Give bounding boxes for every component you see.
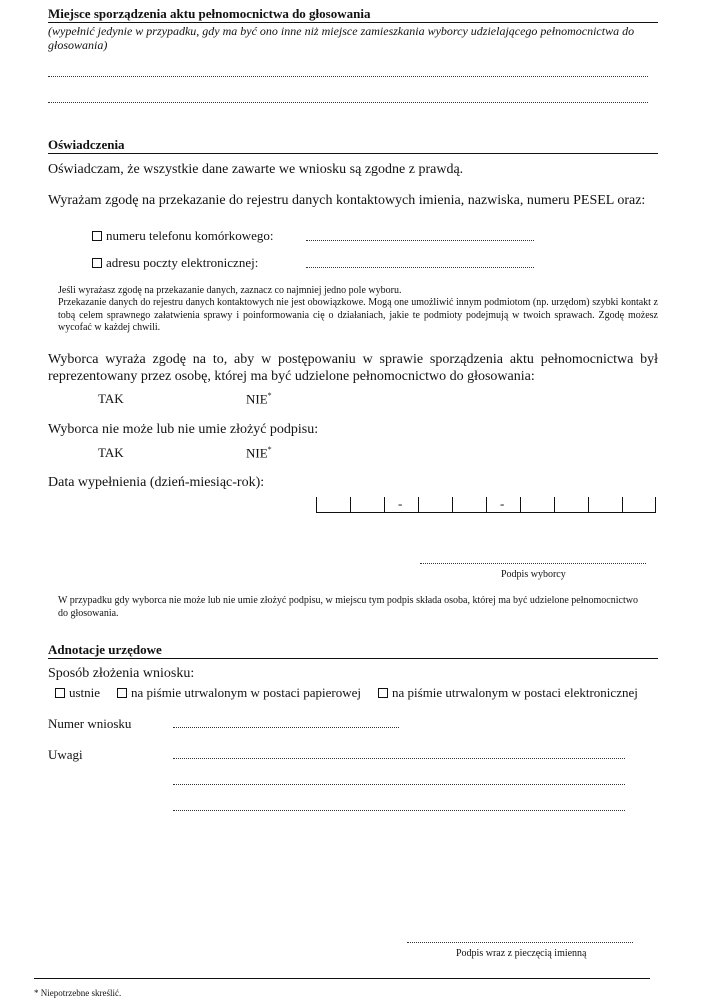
phone-checkbox[interactable] bbox=[92, 231, 102, 241]
method-electronic[interactable] bbox=[378, 685, 638, 701]
cannot-sign-no-asterisk: * bbox=[267, 445, 272, 454]
footnote: * Niepotrzebne skreślić. bbox=[34, 988, 122, 998]
method-paper[interactable] bbox=[117, 685, 361, 701]
voter-signature-caption: Podpis wyborcy bbox=[501, 569, 566, 580]
number-label: Numer wniosku bbox=[48, 716, 132, 731]
method-oral-checkbox[interactable] bbox=[55, 688, 65, 698]
option-email[interactable] bbox=[92, 255, 258, 271]
option-email-label: adresu poczty elektronicznej: bbox=[106, 255, 259, 270]
remarks-line-2[interactable] bbox=[173, 784, 625, 785]
official-signature-caption: Podpis wraz z pieczęcią imienną bbox=[456, 948, 587, 959]
info-line-1: Jeśli wyrażasz zgodę na przekazanie danych, zaznacz co najmniej jedno pole wyboru. bbox=[58, 285, 402, 296]
email-checkbox[interactable] bbox=[92, 258, 102, 268]
place-heading: Miejsce sporządzenia aktu pełnomocnictwa do głosowania bbox=[48, 6, 371, 21]
signature-note: W przypadku gdy wyborca nie może lub nie umie złożyć podpisu, w miejscu tym podpis składa osoba, której ma być udzielone pełnomocnictwo do głosowania. bbox=[58, 595, 638, 619]
method-electronic-label: na piśmie utrwalonym w postaci elektronicznej bbox=[392, 685, 638, 700]
representation-text: Wyborca wyraża zgodę na to, aby w postępowaniu w sprawie sporządzenia aktu pełnomocnictwa był reprezentowany przez osobę, której ma być udzielone pełnomocnictwo do głosowania: bbox=[48, 352, 658, 384]
place-line-1[interactable] bbox=[48, 76, 648, 77]
date-separator-1: - bbox=[398, 496, 403, 511]
voter-signature-line[interactable] bbox=[420, 563, 646, 564]
option-phone[interactable] bbox=[92, 228, 274, 244]
place-note: (wypełnić jedynie w przypadku, gdy ma być ono inne niż miejsce zamieszkania wyborcy udzielającego pełnomocnictwa do głosowania) bbox=[48, 24, 635, 52]
official-heading-rule bbox=[48, 658, 658, 659]
official-heading: Adnotacje urzędowe bbox=[48, 642, 162, 657]
place-heading-rule bbox=[48, 22, 658, 23]
method-electronic-checkbox[interactable] bbox=[378, 688, 388, 698]
representation-no-asterisk: * bbox=[267, 391, 272, 400]
statements-heading-rule bbox=[48, 153, 658, 154]
remarks-line-1[interactable] bbox=[173, 758, 625, 759]
consent-text: Wyrażam zgodę na przekazanie do rejestru danych kontaktowych imienia, nazwiska, numeru PESEL oraz: bbox=[48, 193, 646, 208]
official-signature-line[interactable] bbox=[407, 942, 633, 943]
method-label: Sposób złożenia wniosku: bbox=[48, 666, 195, 681]
cannot-sign-yes[interactable]: TAK bbox=[98, 445, 124, 460]
option-phone-label: numeru telefonu komórkowego: bbox=[106, 228, 274, 243]
date-field[interactable] bbox=[316, 497, 656, 513]
remarks-line-3[interactable] bbox=[173, 810, 625, 811]
method-oral[interactable] bbox=[55, 685, 100, 701]
date-label: Data wypełnienia (dzień-miesiąc-rok): bbox=[48, 475, 265, 490]
cannot-sign-no-label: NIE bbox=[246, 445, 268, 461]
footnote-rule bbox=[34, 978, 650, 979]
representation-no-label: NIE bbox=[246, 391, 268, 407]
cannot-sign-text: Wyborca nie może lub nie umie złożyć podpisu: bbox=[48, 422, 319, 437]
declaration-text: Oświadczam, że wszystkie dane zawarte we wniosku są zgodne z prawdą. bbox=[48, 162, 464, 177]
remarks-label: Uwagi bbox=[48, 747, 83, 762]
place-line-2[interactable] bbox=[48, 102, 648, 103]
representation-yes[interactable]: TAK bbox=[98, 391, 124, 406]
info-line-2: Przekazanie danych do rejestru danych kontaktowych nie jest obowiązkowe. Mogą one umożliwić innym podmiotom (np. urzędom) szybki kontakt z tobą celem sprawnego załatwienia sprawy i poinformowania cię o działaniach, jakie te podmioty podejmują w twoich sprawach. Zgodę możesz wycofać w każdej chwili. bbox=[58, 297, 658, 333]
date-separator-2: - bbox=[500, 496, 505, 511]
email-field[interactable] bbox=[306, 267, 534, 268]
phone-field[interactable] bbox=[306, 240, 534, 241]
cannot-sign-no[interactable] bbox=[246, 445, 272, 461]
method-oral-label: ustnie bbox=[69, 685, 101, 700]
number-field[interactable] bbox=[173, 727, 399, 728]
method-paper-label: na piśmie utrwalonym w postaci papierowej bbox=[131, 685, 361, 700]
method-paper-checkbox[interactable] bbox=[117, 688, 127, 698]
representation-no[interactable] bbox=[246, 391, 272, 407]
statements-heading: Oświadczenia bbox=[48, 137, 125, 152]
